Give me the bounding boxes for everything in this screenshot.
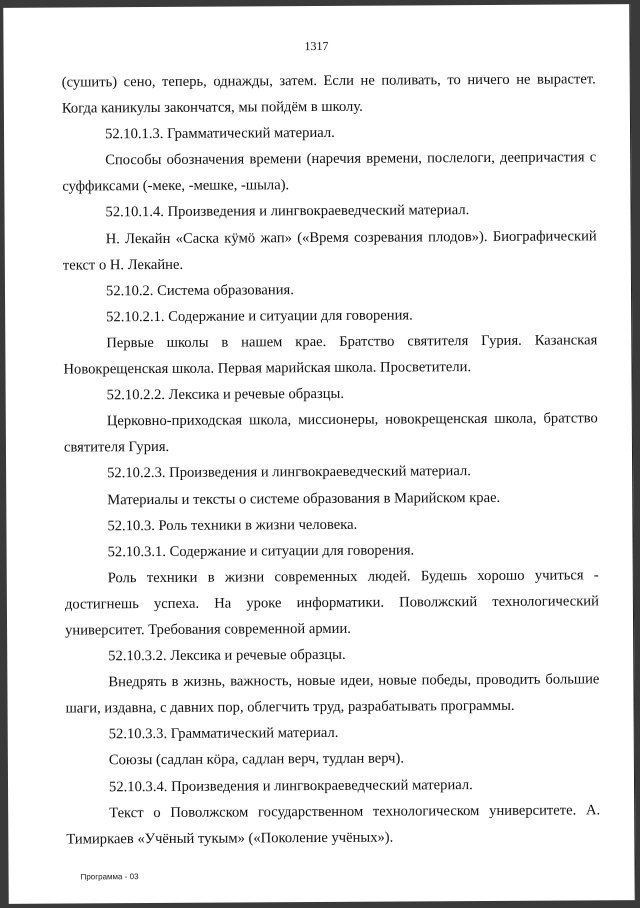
paragraph-6: 52.10.2. Система образования. bbox=[105, 281, 294, 300]
document-body bbox=[62, 66, 601, 852]
paragraph-3: Способы обозначения времени (наречия времени, послелоги, деепричастия с суффиксами (-меке, -мешке, -шыла). bbox=[62, 149, 597, 195]
paragraph-16: 52.10.3.2. Лексика и речевые образцы. bbox=[108, 646, 346, 665]
page-number: 1317 bbox=[304, 38, 329, 54]
document-page bbox=[3, 4, 635, 904]
paragraph-7: 52.10.2.1. Содержание и ситуации для говорения. bbox=[106, 307, 413, 326]
paragraph-18: 52.10.3.3. Грамматический материал. bbox=[108, 725, 339, 743]
paragraph-11: 52.10.2.3. Произведения и лингвокраеведческий материал. bbox=[107, 463, 471, 482]
paragraph-19: Союзы (садлан кӧра, садлан верч, тудлан верч). bbox=[108, 750, 405, 769]
paragraph-10: Церковно-приходская школа, миссионеры, новокрещенская школа, братство святителя Гурия. bbox=[63, 410, 598, 456]
paragraph-17: Внедрять в жизнь, важность, новые идеи, новые победы, проводить большие шаги, издавна, с давних пор, облегчить труд, разрабатывать программы. bbox=[65, 671, 600, 717]
paragraph-14: 52.10.3.1. Содержание и ситуации для говорения. bbox=[107, 542, 415, 560]
paragraph-21: Текст о Поволжском государственном технологическом университете. А. Тимиркаев «Учёный тукым» («Поколение учёных»). bbox=[66, 801, 601, 848]
paragraph-20: 52.10.3.4. Произведения и лингвокраеведческий материал. bbox=[108, 776, 473, 795]
paragraph-1: (сушить) сено, теперь, однажды, затем. Если не поливать, то ничего не вырастет. Когда каникулы закончатся, мы пойдём в школу. bbox=[61, 71, 596, 117]
paragraph-2: 52.10.1.3. Грамматический материал. bbox=[104, 125, 335, 143]
paragraph-9: 52.10.2.2. Лексика и речевые образцы. bbox=[106, 385, 345, 404]
paragraph-8: Первые школы в нашем крае. Братство святителя Гурия. Казанская Новокрещенская школа. Первая марийская школа. Просветители. bbox=[63, 332, 598, 378]
paragraph-13: 52.10.3. Роль техники в жизни человека. bbox=[107, 516, 358, 534]
paragraph-4: 52.10.1.4. Произведения и лингвокраеведческий материал. bbox=[105, 202, 470, 221]
page-footer: Программа - 03 bbox=[80, 872, 139, 882]
paragraph-12: Материалы и тексты о системе образования в Марийском крае. bbox=[107, 489, 501, 508]
paragraph-5: Н. Лекайн «Саска кӱмӧ жап» («Время созревания плодов»). Биографический текст о Н. Лекайне. bbox=[62, 227, 597, 274]
paragraph-15: Роль техники в жизни современных людей. Будешь хорошо учиться - достигнешь успеха. На уроке информатики. Поволжский технологический университет. Требования современной армии. bbox=[64, 567, 599, 639]
